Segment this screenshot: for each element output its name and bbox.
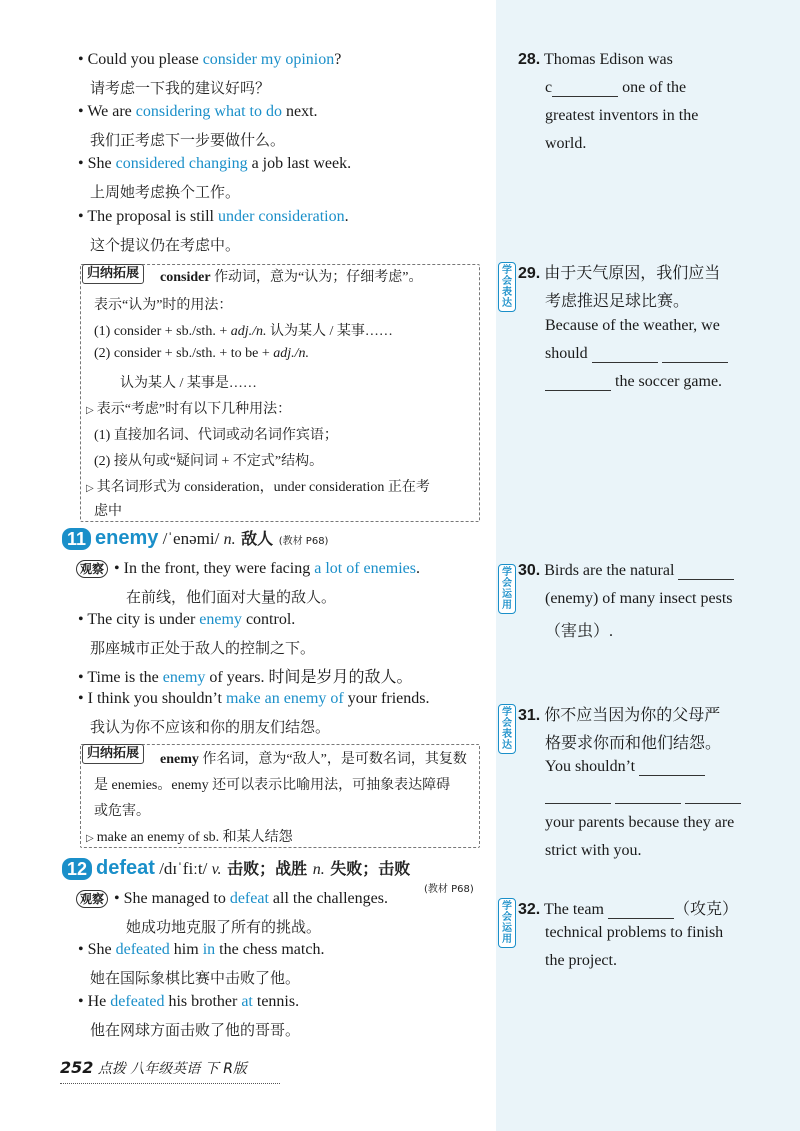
question-line: world. [545,135,587,152]
question-line: strict with you. [545,842,642,859]
headword-enemy: 11 enemy /ˈenəmi/ n. 敌人 (教材 P68) [62,526,328,550]
example-translation: 那座城市正处于敌人的控制之下。 [90,641,316,657]
entry-number: 11 [62,528,91,550]
answer-blank[interactable] [545,374,611,391]
summary-line: ▷ 表示“考虑”时有以下几种用法： [86,402,292,417]
example-translation: 我认为你不应该和你的朋友们结怨。 [90,720,331,736]
answer-blank[interactable] [615,787,681,804]
example-translation: 上周她考虑换个工作。 [90,185,241,201]
summary-line: ▷ make an enemy of sb. 和某人结怨 [86,830,293,845]
answer-blank[interactable] [662,346,728,363]
summary-line: 表示“认为”时的用法： [94,298,233,313]
skill-tag: 学会表达 [498,262,516,312]
example-sentence: • The proposal is still under consideration. [78,208,349,225]
question-32: 32. The team （攻克） [518,901,738,918]
question-line: 考虑推迟足球比赛。 [545,293,690,310]
example-translation: 她成功地克服了所有的挑战。 [126,920,322,936]
example-sentence: • I think you shouldn’t make an enemy of your friends. [78,690,430,707]
question-29: 29. 由于天气原因，我们应当 [518,265,721,282]
entry-number: 12 [62,858,92,880]
summary-line: 或危害。 [94,804,150,819]
summary-line: (2) consider + sb./sth. + to be + adj./n. [94,346,309,361]
answer-blank[interactable] [592,346,658,363]
example-translation: 她在国际象棋比赛中击败了他。 [90,971,301,987]
question-line: You shouldn’t [545,758,705,776]
summary-line: (2) 接从句或“疑问词 + 不定式”结构。 [94,454,324,469]
question-line: Because of the weather, we [545,317,720,334]
summary-line: 是 enemies。enemy 还可以表示比喻用法，可抽象表达障碍 [94,778,451,793]
example-translation: 我们正考虑下一步要做什么。 [90,133,286,149]
answer-blank[interactable] [639,759,705,776]
example-sentence: • Time is the enemy of years. 时间是岁月的敌人。 [78,669,413,686]
triangle-icon: ▷ [86,405,94,416]
page-footer [60,1058,247,1078]
summary-label: 归纳拓展 [82,264,144,284]
example-sentence: • She defeated him in the chess match. [78,941,325,958]
skill-tag: 学会表达 [498,704,516,754]
summary-line: 虑中 [94,504,122,519]
skill-tag: 学会运用 [498,898,516,948]
headword-defeat: 12 defeat /dɪˈfiːt/ v. 击败；战胜 n. 失败；击败 [62,856,410,880]
question-30: 30. Birds are the natural [518,562,734,580]
example-sentence: • She considered changing a job last week. [78,155,352,172]
example-sentence: • We are considering what to do next. [78,103,318,120]
textbook-reference: (教材 P68) [424,884,474,895]
answer-blank[interactable] [678,563,734,580]
question-line: should [545,345,728,363]
question-31: 31. 你不应当因为你的父母严 [518,707,721,724]
summary-line: (1) 直接加名词、代词或动名词作宾语； [94,428,338,443]
example-sentence: • Could you please consider my opinion? [78,51,342,68]
question-line: your parents because they are [545,814,735,831]
example-sentence: 观察 • She managed to defeat all the challenges. [76,890,388,908]
summary-intro: consider 作动词，意为“认为；仔细考虑”。 [160,270,423,285]
question-28: 28. Thomas Edison was [518,51,673,68]
question-line: c one of the [545,79,687,96]
question-line: 格要求你而和他们结怨。 [545,735,722,752]
summary-line: 认为某人 / 某事是…… [120,376,257,391]
summary-line: ▷ 其名词形式为 consideration，under consideration 正在考 [86,480,430,495]
summary-intro: enemy 作名词，意为“敌人”，是可数名词，其复数 [160,752,467,767]
summary-line: (1) consider + sb./sth. + adj./n. 认为某人 / 某事…… [94,324,393,339]
example-sentence: 观察 • In the front, they were facing a lot of enemies. [76,560,420,578]
page-number: 252 [60,1058,94,1077]
example-translation: 这个提议仍在考虑中。 [90,238,241,254]
observe-badge: 观察 [76,560,108,578]
question-line: （害虫）. [545,623,614,640]
question-line: (enemy) of many insect pests [545,590,733,607]
example-translation: 在前线，他们面对大量的敌人。 [126,590,337,606]
answer-blank[interactable] [685,787,741,804]
example-sentence: • The city is under enemy control. [78,611,296,628]
example-translation: 他在网球方面击败了他的哥哥。 [90,1023,301,1039]
triangle-icon: ▷ [86,833,94,844]
triangle-icon: ▷ [86,483,94,494]
answer-blank[interactable] [545,787,611,804]
answer-blank[interactable] [552,80,618,97]
footer-rule [60,1083,280,1084]
answer-blank[interactable] [608,902,674,919]
example-translation: 请考虑一下我的建议好吗？ [90,81,271,97]
question-line: the soccer game. [545,373,722,391]
question-line: the project. [545,952,617,969]
skill-tag: 学会运用 [498,564,516,614]
example-sentence: • He defeated his brother at tennis. [78,993,300,1010]
observe-badge: 观察 [76,890,108,908]
question-line: greatest inventors in the [545,107,699,124]
book-title: 点拨 八年级英语 下 R版 [93,1061,247,1077]
question-line [545,786,741,804]
summary-label: 归纳拓展 [82,744,144,764]
question-line: technical problems to finish [545,924,724,941]
